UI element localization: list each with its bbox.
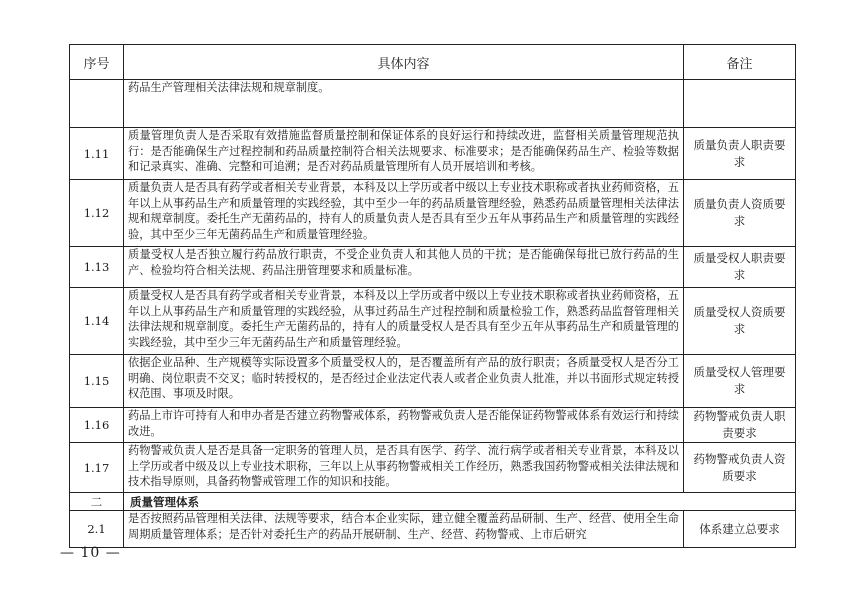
table-row (70, 355, 796, 408)
row-content: 药品生产管理相关法律法规和规章制度。 (124, 80, 684, 128)
row-number: 1.14 (70, 288, 124, 355)
table-row (70, 80, 796, 128)
row-note: 体系建立总要求 (684, 511, 796, 548)
row-content: 质量受权人是否具有药学或者相关专业背景，本科及以上学历或者中级以上专业技术职称或者执业药师资格，五年以上从事药品生产和质量管理的实践经验，从事过药品生产过程控制和质量检验工作，熟悉药品监督管理相关法律法规和规章制度。委托生产无菌药品的，持有人的质量受权人是否具有至少五年从事药品生产和质量管理的实践经验，其中至少三年无菌药品生产和质量管理经验。 (124, 288, 684, 355)
table-row (70, 247, 796, 288)
section-number: 二 (70, 493, 124, 511)
row-number: 2.1 (70, 511, 124, 548)
row-number: 1.12 (70, 180, 124, 247)
row-content: 质量受权人是否独立履行药品放行职责，不受企业负责人和其他人员的干扰；是否能确保每批已放行药品的生产、检验均符合相关法规、药品注册管理要求和质量标准。 (124, 247, 684, 288)
table-row (70, 511, 796, 548)
row-content: 药物警戒负责人是否是具备一定职务的管理人员，是否具有医学、药学、流行病学或者相关专业背景，本科及以上学历或者中级及以上专业技术职称，三年以上从事药物警戒相关工作经历，熟悉我国药物警戒相关法律法规和技术指导原则，具备药物警戒管理工作的知识和技能。 (124, 443, 684, 493)
table-row (70, 408, 796, 443)
table-row (70, 443, 796, 493)
row-number: 1.15 (70, 355, 124, 408)
row-content: 质量管理负责人是否采取有效措施监督质量控制和保证体系的良好运行和持续改进，监督相关质量管理规范执行：是否能确保生产过程控制和药品质量控制符合相关法规要求、标准要求；是否能确保药品生产、检验等数据和记录真实、准确、完整和可追溯；是否对药品质量管理所有人员开展培训和考核。 (124, 128, 684, 180)
page-number: — 10 — (60, 545, 121, 561)
row-note (684, 80, 796, 128)
section-title: 质量管理体系 (124, 493, 796, 511)
row-content: 质量负责人是否具有药学或者相关专业背景，本科及以上学历或者中级以上专业技术职称或者执业药师资格，五年以上从事药品生产和质量管理的实践经验，其中至少一年的药品质量管理经验，熟悉药品质量管理相关法律法规和规章制度。委托生产无菌药品的，持有人的质量负责人是否具有至少五年从事药品生产和质量管理的实践经验，其中至少三年无菌药品生产和质量管理经验。 (124, 180, 684, 247)
row-content: 依据企业品种、生产规模等实际设置多个质量受权人的，是否覆盖所有产品的放行职责；各质量受权人是否分工明确、岗位职责不交叉；临时转授权的，是否经过企业法定代表人或者企业负责人批准，并以书面形式规定转授权范围、事项及时限。 (124, 355, 684, 408)
inspection-table (69, 44, 796, 548)
row-note: 质量负责人资质要求 (684, 180, 796, 247)
table-row (70, 288, 796, 355)
row-note: 质量受权人职责要求 (684, 247, 796, 288)
table-row (70, 180, 796, 247)
table-row (70, 128, 796, 180)
row-content: 药品上市许可持有人和申办者是否建立药物警戒体系，药物警戒负责人是否能保证药物警戒体系有效运行和持续改进。 (124, 408, 684, 443)
row-note: 质量受权人资质要求 (684, 288, 796, 355)
header-content: 具体内容 (124, 45, 684, 80)
row-number (70, 80, 124, 128)
row-content: 是否按照药品管理相关法律、法规等要求，结合本企业实际，建立健全覆盖药品研制、生产、经营、使用全生命周期质量管理体系；是否针对委托生产的药品开展研制、生产、经营、药物警戒、上市后研究 (124, 511, 684, 548)
row-note: 药物警戒负责人资质要求 (684, 443, 796, 493)
row-number: 1.13 (70, 247, 124, 288)
row-note: 质量负责人职责要求 (684, 128, 796, 180)
header-no: 序号 (70, 45, 124, 80)
row-number: 1.17 (70, 443, 124, 493)
row-note: 质量受权人管理要求 (684, 355, 796, 408)
row-number: 1.16 (70, 408, 124, 443)
row-note: 药物警戒负责人职责要求 (684, 408, 796, 443)
table-header-row (70, 45, 796, 80)
header-note: 备注 (684, 45, 796, 80)
row-number: 1.11 (70, 128, 124, 180)
section-row (70, 493, 796, 511)
